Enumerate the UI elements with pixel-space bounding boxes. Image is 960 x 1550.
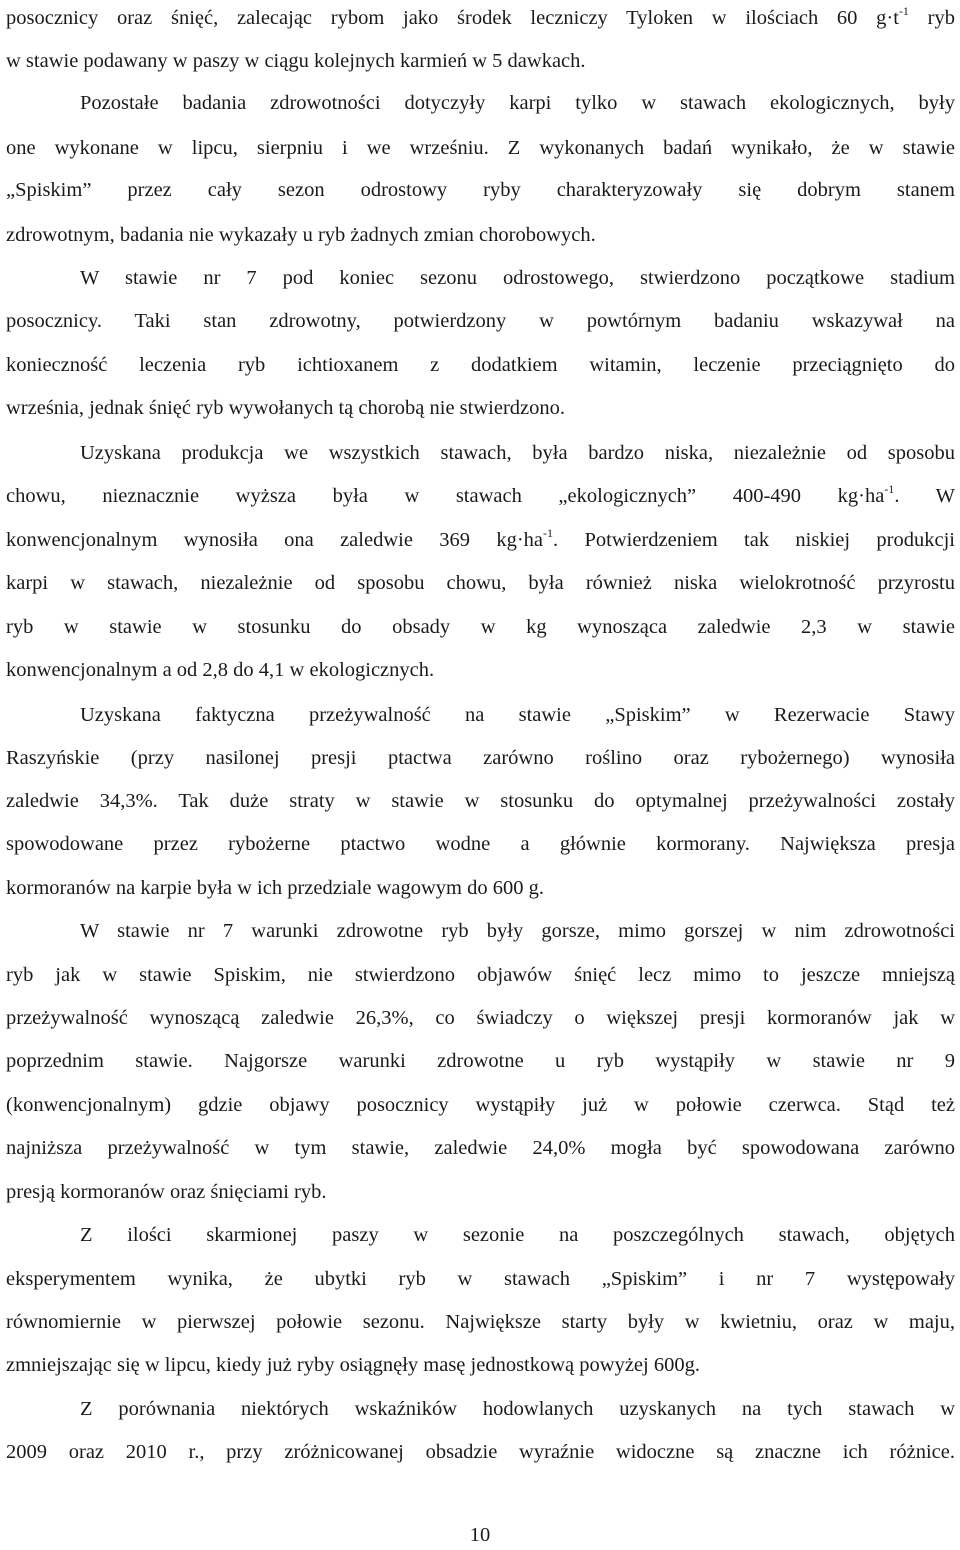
line-continuation: ryb: [908, 7, 955, 29]
text-line: (konwencjonalnym) gdzie objawy posocznicy wystąpiły już w połowie czerwca. Stąd też: [6, 1094, 955, 1116]
text-line: W stawie nr 7 warunki zdrowotne ryb były gorsze, mimo gorszej w nim zdrowotności: [80, 920, 955, 942]
text-line: Uzyskana faktyczna przeżywalność na stawie „Spiskim” w Rezerwacie Stawy: [80, 704, 955, 726]
superscript: -1: [884, 482, 895, 496]
text-line: najniższa przeżywalność w tym stawie, zaledwie 24,0% mogła być spowodowana zarówno: [6, 1137, 955, 1159]
text-line: Z porównania niektórych wskaźników hodowlanych uzyskanych na tych stawach w: [80, 1398, 955, 1420]
text-line: Z ilości skarmionej paszy w sezonie na poszczególnych stawach, objętych: [80, 1224, 955, 1246]
page-number: 10: [469, 1524, 491, 1546]
text-line: września, jednak śnięć ryb wywołanych tą chorobą nie stwierdzono.: [6, 397, 566, 419]
superscript: -1: [898, 4, 909, 18]
text-line: eksperymentem wynika, że ubytki ryb w stawach „Spiskim” i nr 7 występowały: [6, 1268, 955, 1290]
text-line: przeżywalność wynoszącą zaledwie 26,3%, co świadczy o większej presji kormoranów jak w: [6, 1007, 955, 1029]
text-line: konwencjonalnym a od 2,8 do 4,1 w ekologicznych.: [6, 659, 435, 681]
text-line: konieczność leczenia ryb ichtioxanem z dodatkiem witamin, leczenie przeciągnięto do: [6, 354, 955, 376]
text-line: równomiernie w pierwszej połowie sezonu. Największe starty były w kwietniu, oraz w maju,: [6, 1311, 955, 1333]
text-line: ryb w stawie w stosunku do obsady w kg wynosząca zaledwie 2,3 w stawie: [6, 616, 955, 638]
text-line: W stawie nr 7 pod koniec sezonu odrostowego, stwierdzono początkowe stadium: [80, 267, 955, 289]
text-line: spowodowane przez rybożerne ptactwo wodne a głównie kormorany. Największa presja: [6, 833, 955, 855]
text-line: Uzyskana produkcja we wszystkich stawach, była bardzo niska, niezależnie od sposobu: [80, 442, 955, 464]
text-line: chowu, nieznacznie wyższa była w stawach „ekologicznych” 400-490 $kg\cdot ha^{-1}$. W: [6, 482, 955, 507]
text-line: one wykonane w lipcu, sierpniu i we wrześniu. Z wykonanych badań wynikało, że w stawie: [6, 137, 955, 159]
text-line: presją kormoranów oraz śnięciami ryb.: [6, 1181, 327, 1203]
line-continuation: . Potwierdzeniem tak niskiej produkcji: [553, 529, 956, 551]
text-line: Pozostałe badania zdrowotności dotyczyły karpi tylko w stawach ekologicznych, były: [80, 92, 955, 114]
text-line: poprzednim stawie. Najgorsze warunki zdrowotne u ryb wystąpiły w stawie nr 9: [6, 1050, 955, 1072]
text-line: ryb jak w stawie Spiskim, nie stwierdzono objawów śnięć lecz mimo to jeszcze mniejszą: [6, 964, 955, 986]
text-line: zaledwie 34,3%. Tak duże straty w stawie w stosunku do optymalnej przeżywalności zostały: [6, 790, 955, 812]
text-line: „Spiskim” przez cały sezon odrostowy ryby charakteryzowały się dobrym stanem: [6, 179, 955, 201]
text-line: Raszyńskie (przy nasilonej presji ptactwa zarówno roślino oraz rybożernego) wynosiła: [6, 747, 955, 769]
text-line: posocznicy oraz śnięć, zalecając rybom jako środek leczniczy Tyloken w ilościach 60 $g\cdot t^{-1}$ ryb: [6, 4, 955, 29]
text-line: konwencjonalnym wynosiła ona zaledwie 369 $kg\cdot ha^{-1}$. Potwierdzeniem tak niskiej produkcji: [6, 526, 956, 551]
text-line: zmniejszając się w lipcu, kiedy już ryby osiągnęły masę jednostkową powyżej 600g.: [6, 1354, 700, 1376]
line-continuation: . W: [894, 485, 955, 507]
text-line: posocznicy. Taki stan zdrowotny, potwierdzony w powtórnym badaniu wskazywał na: [6, 310, 955, 332]
text-line: kormoranów na karpie była w ich przedziale wagowym do 600 g.: [6, 877, 544, 899]
text-line: w stawie podawany w paszy w ciągu kolejnych karmień w 5 dawkach.: [6, 50, 586, 72]
text-line: zdrowotnym, badania nie wykazały u ryb żadnych zmian chorobowych.: [6, 224, 596, 246]
superscript: -1: [543, 526, 554, 540]
text-line: karpi w stawach, niezależnie od sposobu chowu, była również niska wielokrotność przyrostu: [6, 572, 955, 594]
text-line: 2009 oraz 2010 r., przy zróżnicowanej obsadzie wyraźnie widoczne są znaczne ich różnice.: [6, 1441, 955, 1463]
